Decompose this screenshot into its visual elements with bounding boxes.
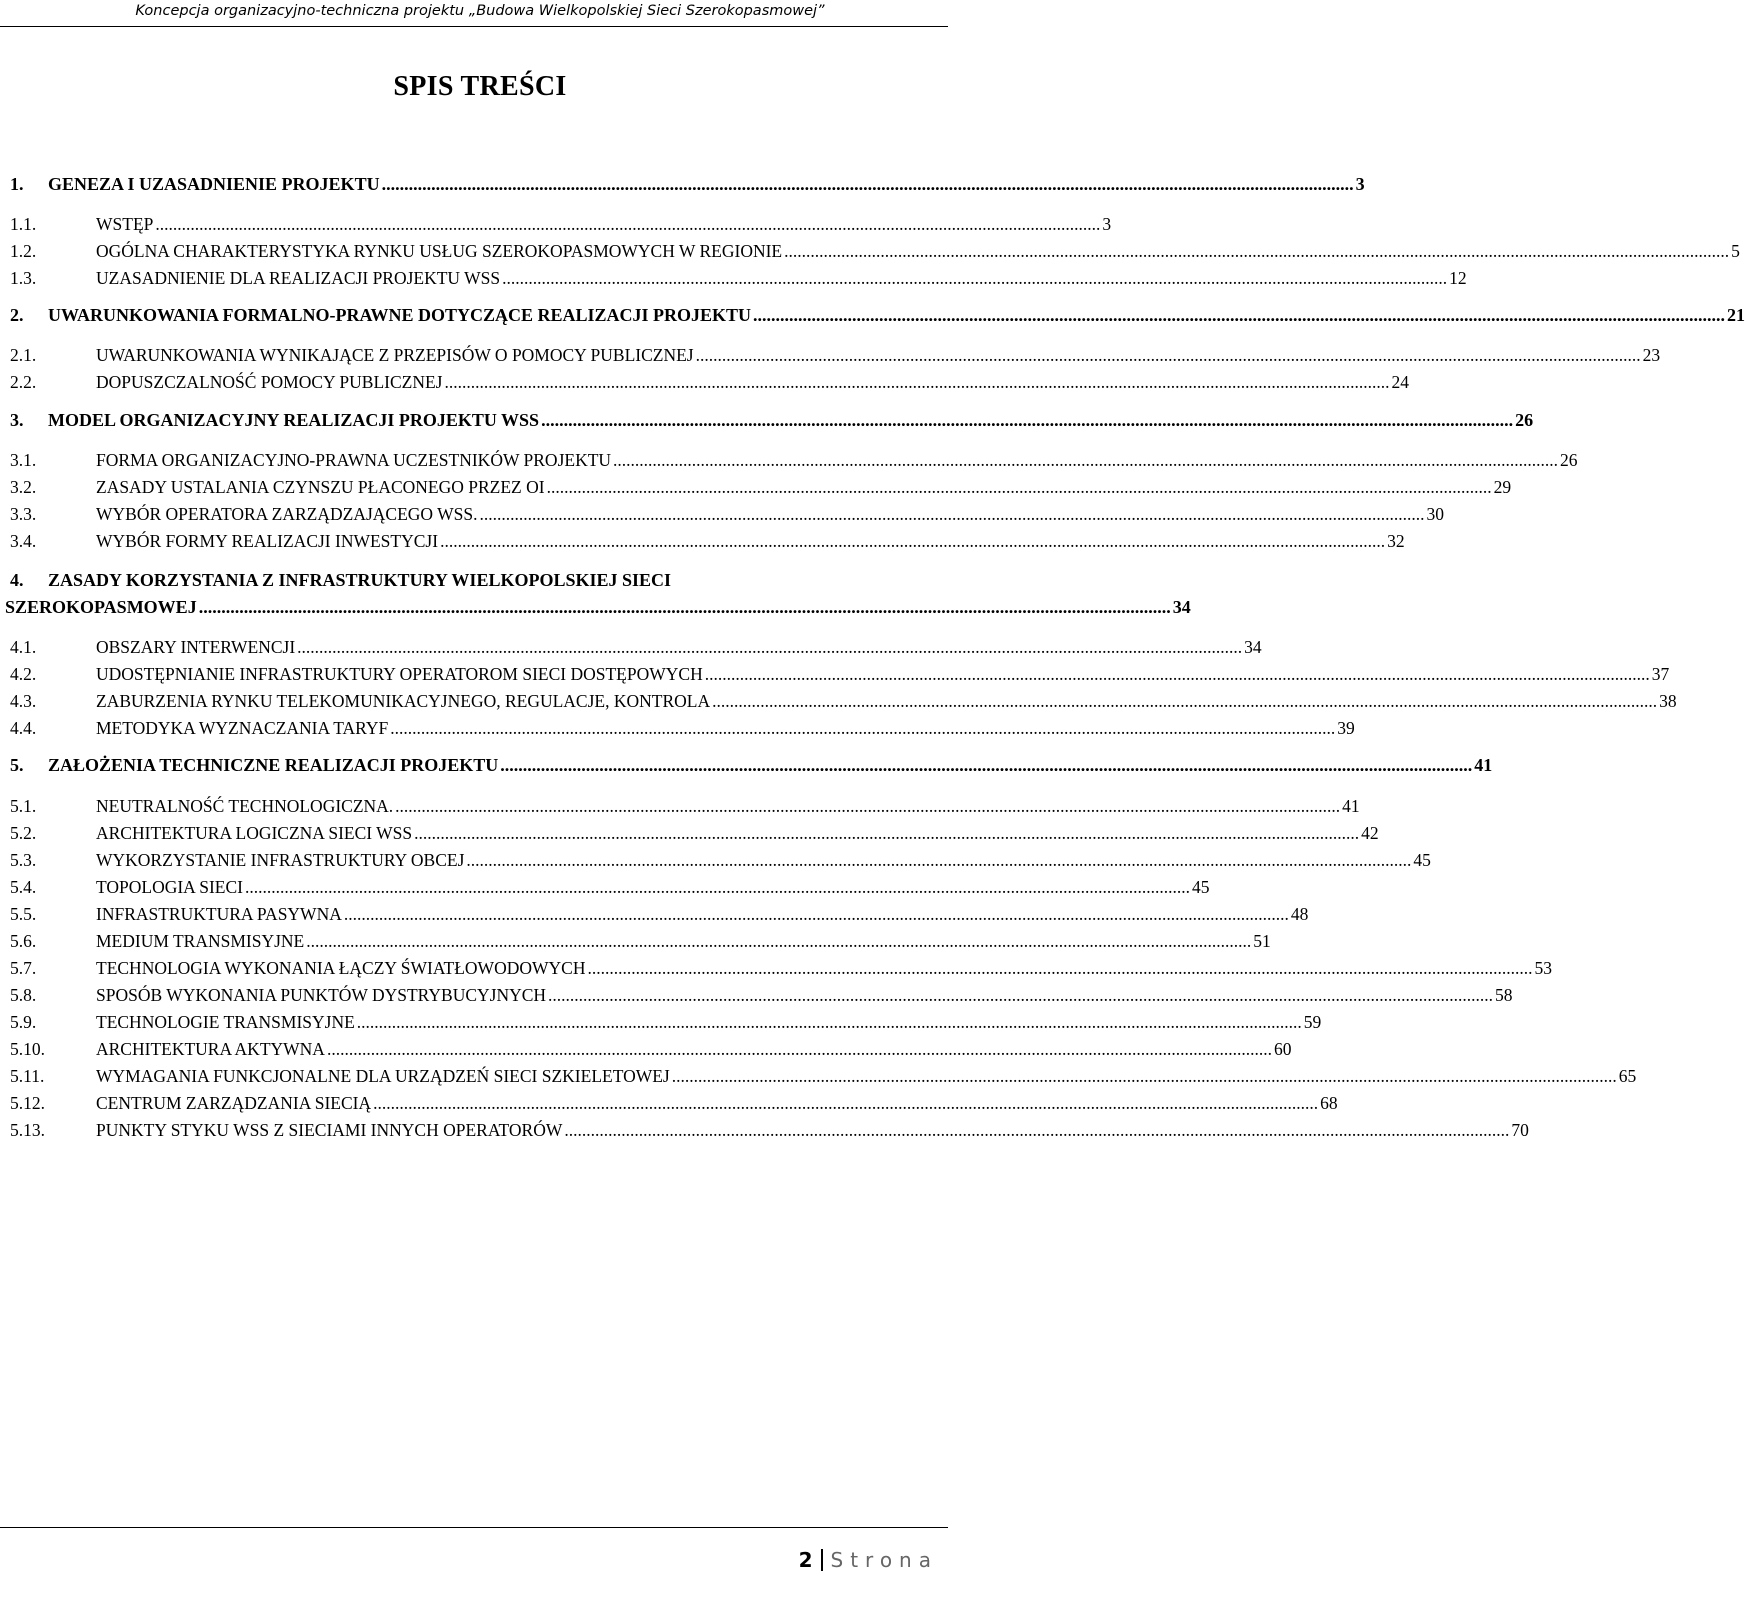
toc-entry-3-3[interactable]: [10, 504, 1444, 528]
toc-entry-number: 1.1.: [10, 214, 37, 234]
toc-entry-4-3[interactable]: [10, 691, 1677, 715]
toc-entry-number: 5.12.: [10, 1093, 45, 1113]
toc-entry-5-3[interactable]: [10, 850, 1431, 874]
toc-entry-2-2[interactable]: [10, 372, 1409, 396]
toc-leader-dots: [357, 1012, 1302, 1033]
toc-entry-number: 5.8.: [10, 985, 37, 1005]
toc-entry-1-3[interactable]: [10, 268, 1467, 292]
page-header: [0, 0, 960, 28]
toc-entry-label: WYBÓR OPERATORA ZARZĄDZAJĄCEGO WSS.: [96, 504, 478, 524]
toc-entry-number: 4.1.: [10, 637, 37, 657]
toc-entry-label: TOPOLOGIA SIECI: [96, 877, 243, 897]
toc-title: SPIS TREŚCI: [393, 71, 567, 102]
toc-entry-number: 5.10.: [10, 1039, 45, 1059]
toc-entry-page: 12: [1449, 268, 1467, 288]
toc-entry-label: ARCHITEKTURA AKTYWNA: [96, 1039, 325, 1059]
toc-entry-number: 5.1.: [10, 796, 37, 816]
toc-leader-dots: [373, 1093, 1318, 1114]
toc-entry-number: 3.4.: [10, 531, 37, 551]
toc-entry-label: UZASADNIENIE DLA REALIZACJI PROJEKTU WSS: [96, 268, 501, 288]
toc-entry-page: 42: [1361, 823, 1379, 843]
toc-entry-label: ZASADY KORZYSTANIA Z INFRASTRUKTURY WIELKOPOLSKIEJ SIECI: [48, 570, 672, 590]
header-text: Koncepcja organizacyjno-techniczna projektu „Budowa Wielkopolskiej Sieci Szerokopasmowej”: [135, 3, 825, 19]
toc-leader-dots: [199, 597, 1171, 618]
toc-entry-5-10[interactable]: [10, 1039, 1292, 1063]
toc-leader-dots: [696, 345, 1641, 366]
toc-entry-number: 3.: [10, 410, 24, 430]
toc-entry-number: 3.2.: [10, 477, 37, 497]
toc-entry-label: DOPUSZCZALNOŚĆ POMOCY PUBLICZNEJ: [96, 372, 443, 392]
toc-entry-number: 5.9.: [10, 1012, 37, 1032]
toc-leader-dots: [466, 850, 1411, 871]
toc-entry-page: 3: [1355, 174, 1365, 194]
toc-entry-number: 4.: [10, 570, 24, 590]
toc-entry-5-12[interactable]: [10, 1093, 1338, 1117]
toc-entry-page: 41: [1342, 796, 1360, 816]
toc-entry-3-4[interactable]: [10, 531, 1405, 555]
toc-entry-label: WYMAGANIA FUNKCJONALNE DLA URZĄDZEŃ SIECI SZKIELETOWEJ: [96, 1066, 670, 1086]
toc-entry-label: GENEZA I UZASADNIENIE PROJEKTU: [48, 174, 380, 194]
toc-leader-dots: [548, 985, 1493, 1006]
toc-entry-label: WYKORZYSTANIE INFRASTRUKTURY OBCEJ: [96, 850, 465, 870]
toc-entry-label: ZABURZENIA RYNKU TELEKOMUNIKACYJNEGO, REGULACJE, KONTROLA: [96, 691, 711, 711]
toc-leader-dots: [382, 174, 1354, 195]
toc-entry-label: SPOSÓB WYKONANIA PUNKTÓW DYSTRYBUCYJNYCH: [96, 985, 547, 1005]
toc-entry-page: 59: [1303, 1012, 1322, 1032]
toc-entry-page: 58: [1495, 985, 1513, 1005]
toc-entry-4-first-line[interactable]: [10, 570, 923, 591]
toc-leader-dots: [541, 410, 1513, 431]
toc-entry-number: 5.11.: [10, 1066, 45, 1086]
toc-entry-2-1[interactable]: [10, 345, 1661, 369]
toc-leader-dots: [753, 305, 1725, 326]
toc-leader-dots: [414, 823, 1359, 844]
toc-entry-label: UWARUNKOWANIA WYNIKAJĄCE Z PRZEPISÓW O POMOCY PUBLICZNEJ: [96, 345, 694, 365]
toc-entry-label: UWARUNKOWANIA FORMALNO-PRAWNE DOTYCZĄCE REALIZACJI PROJEKTU: [48, 305, 752, 325]
toc-entry-3[interactable]: [10, 410, 1534, 434]
toc-entry-page: 21: [1727, 305, 1745, 325]
toc-entry-5-13[interactable]: [10, 1120, 1529, 1144]
toc-entry-1-1[interactable]: [10, 214, 1112, 238]
toc-entry-1-2[interactable]: [10, 241, 1740, 265]
toc-entry-number: 5.5.: [10, 904, 37, 924]
toc-entry-3-2[interactable]: [10, 477, 1512, 501]
toc-entry-4-2[interactable]: [10, 664, 1670, 688]
toc-entry-4[interactable]: [5, 597, 1191, 621]
toc-leader-dots: [784, 241, 1729, 262]
toc-entry-page: 53: [1534, 958, 1552, 978]
toc-leader-dots: [245, 877, 1190, 898]
toc-entry-number: 5.3.: [10, 850, 37, 870]
toc-entry-label: TECHNOLOGIE TRANSMISYJNE: [96, 1012, 355, 1032]
toc-entry-page: 29: [1493, 477, 1512, 497]
toc-entry-label: ZASADY USTALANIA CZYNSZU PŁACONEGO PRZEZ OI: [96, 477, 545, 497]
toc-entry-1[interactable]: [10, 174, 1365, 198]
toc-leader-dots: [587, 958, 1532, 979]
toc-leader-dots: [155, 214, 1100, 235]
toc-entry-page: 48: [1290, 904, 1309, 924]
toc-entry-page: 51: [1253, 931, 1271, 951]
toc-entry-page: 39: [1337, 718, 1355, 738]
toc-entry-page: 45: [1191, 877, 1210, 897]
toc-entry-label: WSTĘP: [96, 214, 154, 234]
toc-entry-number: 5.6.: [10, 931, 37, 951]
toc-leader-dots: [306, 931, 1251, 952]
toc-entry-number: 4.2.: [10, 664, 37, 684]
toc-entry-5-7[interactable]: [10, 958, 1552, 982]
toc-entry-5-6[interactable]: [10, 931, 1271, 955]
toc-leader-dots: [440, 531, 1385, 552]
toc-entry-page: 65: [1618, 1066, 1637, 1086]
toc-entry-3-1[interactable]: [10, 450, 1578, 474]
toc-leader-dots: [344, 904, 1289, 925]
footer-page-number: 2: [798, 1548, 813, 1572]
toc-entry-5-11[interactable]: [10, 1066, 1637, 1090]
toc-entry-label: ZAŁOŻENIA TECHNICZNE REALIZACJI PROJEKTU: [48, 755, 499, 775]
page-footer: [799, 1548, 938, 1572]
toc-leader-dots: [613, 450, 1558, 471]
toc-leader-dots: [327, 1039, 1272, 1060]
toc-entry-5-1[interactable]: [10, 796, 1360, 820]
toc-leader-dots: [297, 637, 1242, 658]
toc-entry-number: 4.3.: [10, 691, 37, 711]
toc-entry-number: 5.: [10, 755, 24, 775]
toc-entry-page: 34: [1172, 597, 1191, 617]
toc-entry-number: 3.1.: [10, 450, 37, 470]
toc-entry-label: INFRASTRUKTURA PASYWNA: [96, 904, 342, 924]
toc-entry-page: 32: [1387, 531, 1405, 551]
toc-entry-label: FORMA ORGANIZACYJNO-PRAWNA UCZESTNIKÓW PROJEKTU: [96, 450, 612, 470]
toc-entry-5[interactable]: [10, 755, 1493, 779]
toc-entry-number: 3.3.: [10, 504, 37, 524]
toc-entry-page: 24: [1391, 372, 1409, 392]
toc-entry-label: OBSZARY INTERWENCJI: [96, 637, 296, 657]
toc-entry-page: 41: [1474, 755, 1493, 775]
toc-entry-page: 34: [1244, 637, 1262, 657]
toc-entry-label: NEUTRALNOŚĆ TECHNOLOGICZNA.: [96, 796, 394, 816]
toc-entry-page: 60: [1273, 1039, 1292, 1059]
toc-entry-page: 30: [1426, 504, 1444, 524]
toc-entry-number: 2.1.: [10, 345, 37, 365]
toc-leader-dots: [390, 718, 1335, 739]
toc-leader-dots: [395, 796, 1340, 817]
toc-entry-number: 4.4.: [10, 718, 37, 738]
toc-leader-dots: [705, 664, 1650, 685]
toc-entry-page: 37: [1651, 664, 1670, 684]
toc-entry-label-continued: SZEROKOPASMOWEJ: [5, 597, 197, 617]
toc-entry-page: 45: [1413, 850, 1431, 870]
toc-entry-number: 2.2.: [10, 372, 37, 392]
toc-entry-4-1[interactable]: [10, 637, 1262, 661]
toc-entry-label: PUNKTY STYKU WSS Z SIECIAMI INNYCH OPERATORÓW: [96, 1120, 563, 1140]
toc-entry-label: METODYKA WYZNACZANIA TARYF: [96, 718, 389, 738]
toc-leader-dots: [712, 691, 1657, 712]
toc-entry-number: 5.7.: [10, 958, 37, 978]
footer-separator: [821, 1549, 823, 1571]
toc-leader-dots: [444, 372, 1389, 393]
toc-entry-5-2[interactable]: [10, 823, 1379, 847]
toc-entry-label: MODEL ORGANIZACYJNY REALIZACJI PROJEKTU WSS: [48, 410, 540, 430]
toc-entry-page: 70: [1511, 1120, 1529, 1140]
footer-rule: [0, 1527, 948, 1528]
toc-entry-page: 26: [1515, 410, 1534, 430]
footer-page-label: Strona: [830, 1548, 938, 1572]
toc-leader-dots: [564, 1120, 1509, 1141]
toc-entry-page: 5: [1731, 241, 1740, 261]
toc-entry-5-8[interactable]: [10, 985, 1513, 1009]
toc-entry-5-9[interactable]: [10, 1012, 1322, 1036]
toc-entry-label: ARCHITEKTURA LOGICZNA SIECI WSS: [96, 823, 413, 843]
toc-leader-dots: [479, 504, 1424, 525]
toc-entry-page: 26: [1560, 450, 1578, 470]
toc-entry-page: 38: [1659, 691, 1677, 711]
toc-leader-dots: [500, 755, 1472, 776]
toc-entry-label: WYBÓR FORMY REALIZACJI INWESTYCJI: [96, 531, 439, 551]
toc-entry-number: 1.: [10, 174, 24, 194]
toc-entry-5-5[interactable]: [10, 904, 1309, 928]
toc-entry-label: CENTRUM ZARZĄDZANIA SIECIĄ: [96, 1093, 372, 1113]
toc-entry-number: 5.13.: [10, 1120, 45, 1140]
toc-entry-page: 68: [1320, 1093, 1338, 1113]
toc-entry-label: UDOSTĘPNIANIE INFRASTRUKTURY OPERATOROM SIECI DOSTĘPOWYCH: [96, 664, 703, 684]
toc-entry-label: OGÓLNA CHARAKTERYSTYKA RYNKU USŁUG SZEROKOPASMOWYCH W REGIONIE: [96, 241, 783, 261]
toc-entry-number: 1.3.: [10, 268, 37, 288]
toc-entry-label: TECHNOLOGIA WYKONANIA ŁĄCZY ŚWIATŁOWODOWYCH: [96, 958, 586, 978]
toc-entry-number: 1.2.: [10, 241, 37, 261]
toc-entry-number: 5.2.: [10, 823, 37, 843]
toc-entry-number: 5.4.: [10, 877, 37, 897]
toc-entry-label: MEDIUM TRANSMISYJNE: [96, 931, 305, 951]
toc-entry-4-4[interactable]: [10, 718, 1355, 742]
toc-entry-5-4[interactable]: [10, 877, 1210, 901]
toc-entry-page: 23: [1642, 345, 1661, 365]
toc-leader-dots: [502, 268, 1447, 289]
toc-entry-2[interactable]: [10, 305, 1745, 329]
toc-entry-number: 2.: [10, 305, 24, 325]
toc-leader-dots: [547, 477, 1492, 498]
toc-entry-page: 3: [1102, 214, 1112, 234]
header-rule: [0, 26, 948, 27]
toc-leader-dots: [672, 1066, 1617, 1087]
